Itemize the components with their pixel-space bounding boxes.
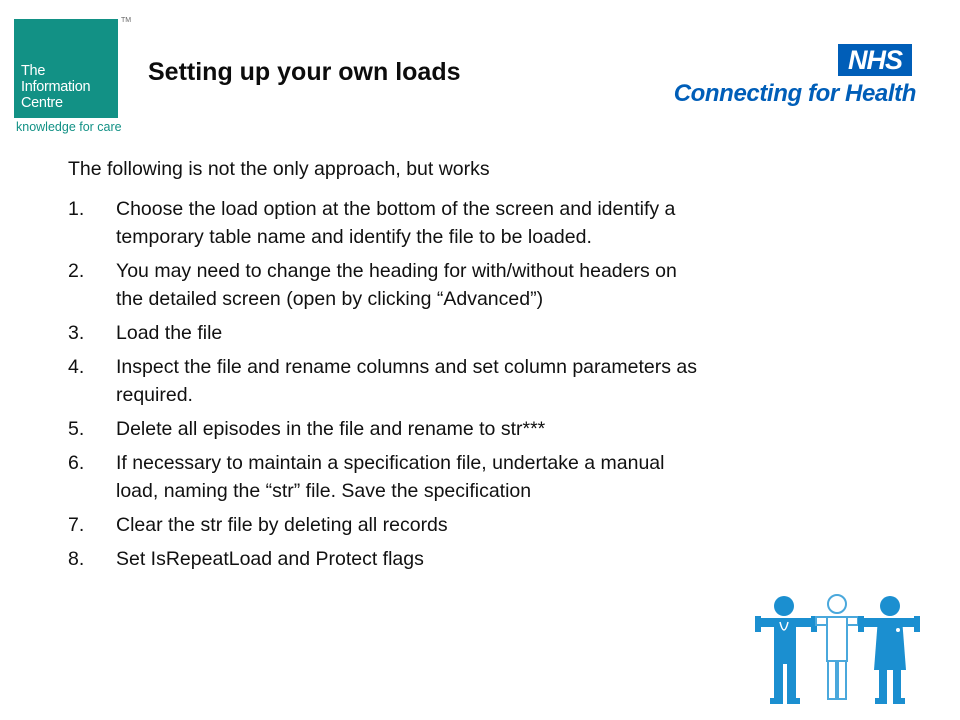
information-centre-tagline: knowledge for care (16, 120, 122, 134)
step-number: 6. (68, 452, 85, 474)
step-text: Inspect the file and rename columns and set column parameters as required. (116, 356, 697, 406)
information-centre-logo-name: The Information Centre (21, 63, 91, 111)
person-middle-icon (816, 595, 858, 699)
list-item (68, 353, 928, 409)
list-item (68, 257, 928, 313)
step-text: Load the file (116, 322, 223, 344)
step-number: 8. (68, 548, 85, 570)
list-item (68, 511, 928, 539)
step-number: 4. (68, 356, 85, 378)
list-item (68, 545, 928, 573)
intro-text: The following is not the only approach, but works (68, 158, 490, 180)
three-people-icon (752, 590, 922, 710)
step-number: 2. (68, 260, 85, 282)
step-number: 5. (68, 418, 85, 440)
person-left-icon (755, 596, 817, 704)
step-text: Choose the load option at the bottom of the screen and identify a temporary table name and identify the file to be loaded. (116, 198, 676, 248)
list-item (68, 195, 928, 251)
step-text: Set IsRepeatLoad and Protect flags (116, 548, 424, 570)
step-number: 3. (68, 322, 85, 344)
list-item (68, 415, 928, 443)
list-item (68, 319, 928, 347)
nhs-logo-badge: NHS (838, 44, 912, 76)
trademark-mark: TM (121, 17, 132, 24)
step-text: If necessary to maintain a specification file, undertake a manual load, naming the “str” file. Save the specification (116, 452, 665, 502)
step-text: Clear the str file by deleting all records (116, 514, 448, 536)
step-text: Delete all episodes in the file and rename to str*** (116, 418, 546, 440)
step-number: 7. (68, 514, 85, 536)
nhs-logo-subtitle: Connecting for Health (673, 80, 916, 107)
page-title: Setting up your own loads (148, 58, 461, 86)
step-number: 1. (68, 198, 85, 220)
information-centre-logo (14, 19, 140, 137)
person-right-icon (858, 596, 920, 704)
steps-list (68, 195, 928, 579)
list-item (68, 449, 928, 505)
step-text: You may need to change the heading for with/without headers on the detailed screen (open by clicking “Advanced”) (116, 260, 677, 310)
